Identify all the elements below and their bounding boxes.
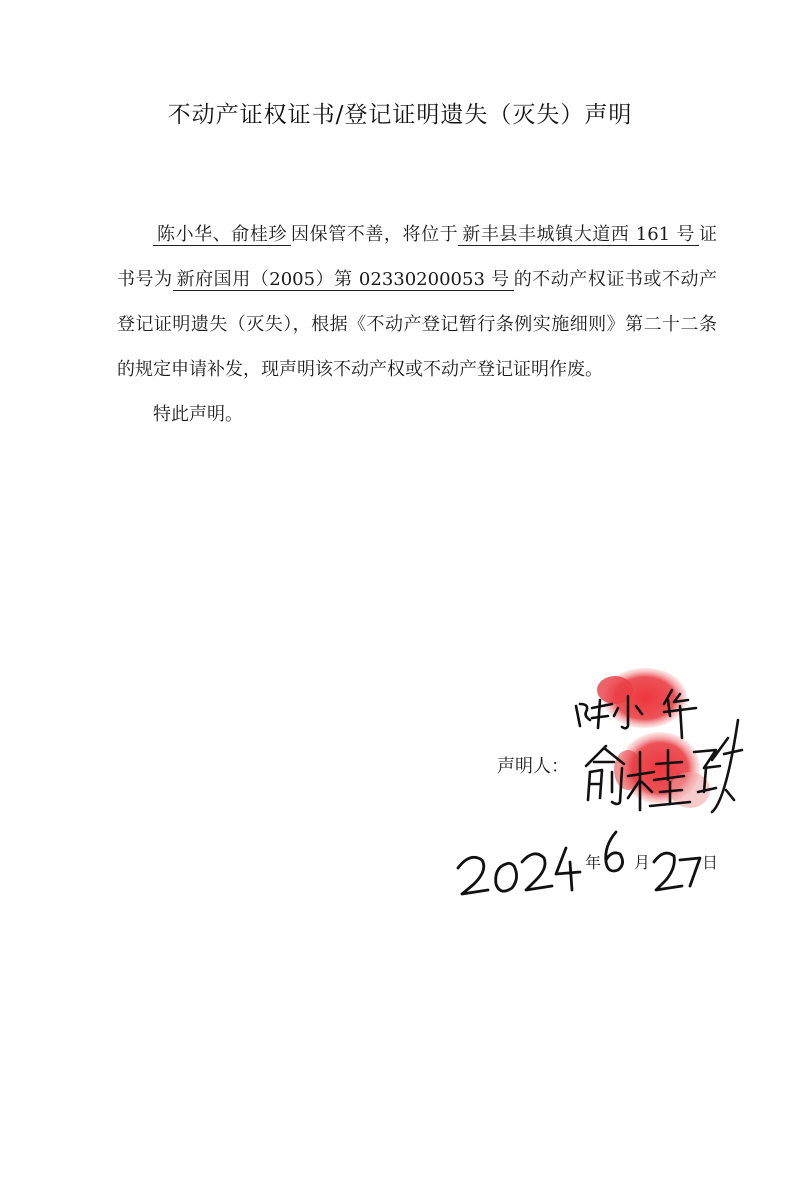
owner-names: 陈小华、俞桂珍 <box>153 224 291 246</box>
date-month-char: 月 <box>634 853 651 872</box>
paragraph-text-2: 证书号为 <box>117 224 717 290</box>
document-title: 不动产证权证书/登记证明遗失（灭失）声明 <box>167 102 633 128</box>
declarant-label: 声明人： <box>497 756 569 777</box>
date-day-char: 日 <box>702 853 719 872</box>
certificate-number: 新府国用（2005）第 02330200053 号 <box>173 269 514 291</box>
paragraph-text-3: 的不动产权证书或不动产登记证明遗失（灭失），根据《不动产登记暂行条例实施细则》第二十二条的规定申请补发，现声明该不动产权或不动产登记证明作废。 <box>117 269 718 380</box>
property-location: 新丰县丰城镇大道西 161 号 <box>458 224 699 246</box>
date-year-char: 年 <box>585 853 602 872</box>
closing-statement: 特此声明。 <box>153 404 243 425</box>
paragraph-text-1: 因保管不善，将位于 <box>291 224 459 245</box>
